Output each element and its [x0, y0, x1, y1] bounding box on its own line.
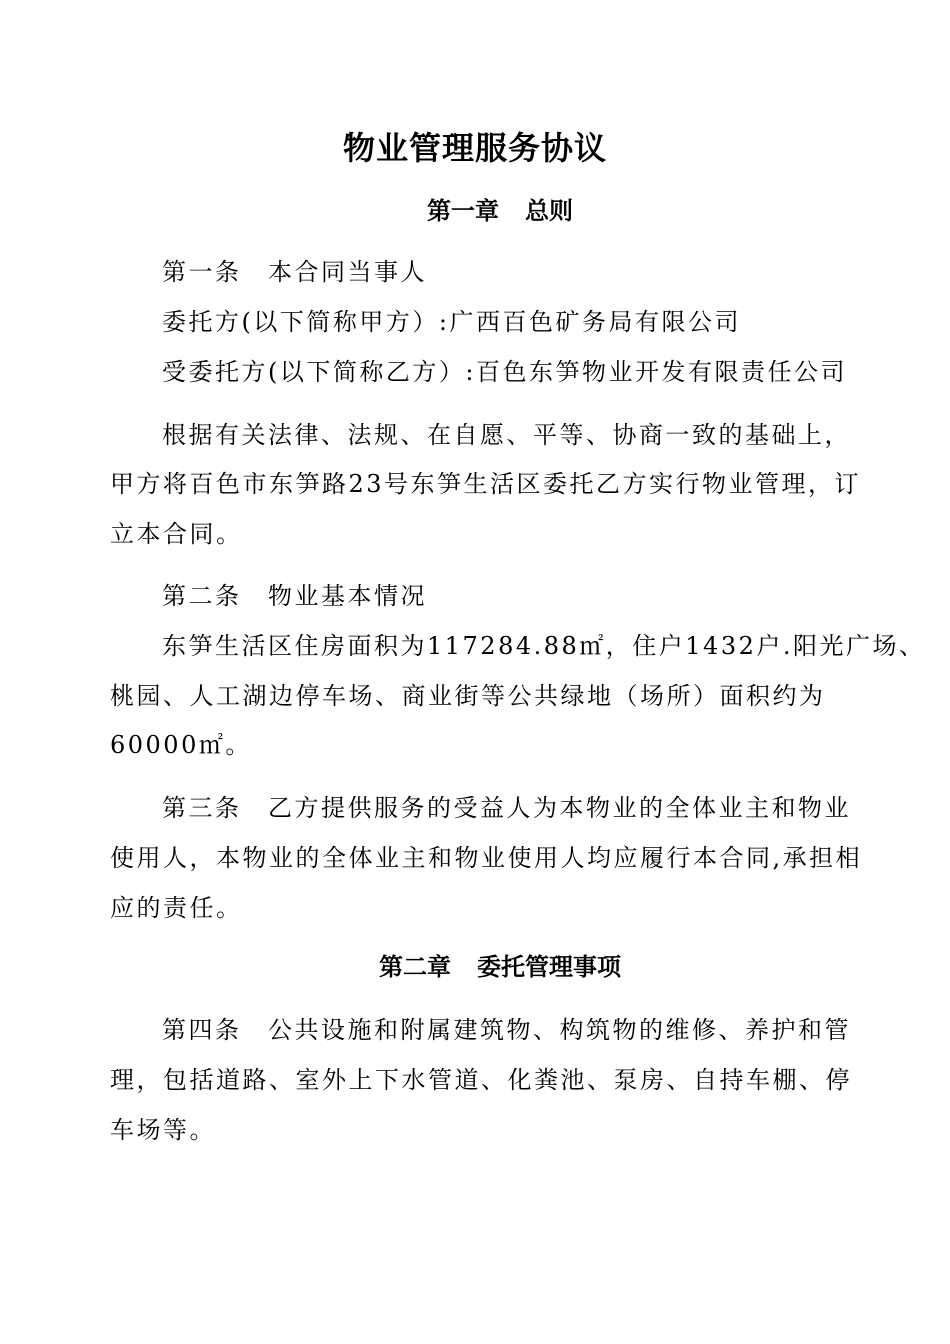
chapter-2-heading [0, 950, 950, 984]
chapter-1-heading [0, 194, 950, 228]
document-title: 物业管理服务协议 [342, 129, 607, 167]
chapter-2-number: 第二章 [379, 953, 451, 981]
article-2-line: 桃园、人工湖边停车场、商业街等公共绿地（场所）面积约为 [110, 682, 826, 710]
article-4-line: 第四条 公共设施和附属建筑物、构筑物的维修、养护和管 [162, 1016, 851, 1044]
chapter-1-number: 第一章 [427, 197, 499, 225]
article-3-line: 第三条 乙方提供服务的受益人为本物业的全体业主和物业 [162, 794, 851, 822]
preamble-line: 立本合同。 [110, 520, 243, 548]
article-1-heading: 第一条 本合同当事人 [162, 258, 427, 286]
preamble-line: 甲方将百色市东笋路23号东笋生活区委托乙方实行物业管理，订 [110, 470, 862, 498]
article-2-heading: 第二条 物业基本情况 [162, 582, 427, 610]
chapter-1-name: 总则 [525, 197, 573, 225]
article-4-line: 理，包括道路、室外上下水管道、化粪池、泵房、自持车棚、停 [110, 1066, 852, 1094]
article-2-line: 东笋生活区住房面积为117284.88㎡，住户1432户.阳光广场、 [162, 632, 926, 660]
chapter-2-name: 委托管理事项 [477, 953, 621, 981]
preamble-line: 根据有关法律、法规、在自愿、平等、协商一致的基础上， [162, 421, 851, 449]
article-3-line: 应的责任。 [110, 894, 243, 922]
party-b-line: 受委托方(以下简称乙方）:百色东笋物业开发有限责任公司 [162, 358, 847, 386]
article-2-line: 60000㎡。 [110, 731, 252, 759]
article-3-line: 使用人，本物业的全体业主和物业使用人均应履行本合同,承担相 [110, 844, 863, 872]
party-a-line: 委托方(以下简称甲方）:广西百色矿务局有限公司 [162, 308, 741, 336]
article-4-line: 车场等。 [110, 1116, 216, 1144]
